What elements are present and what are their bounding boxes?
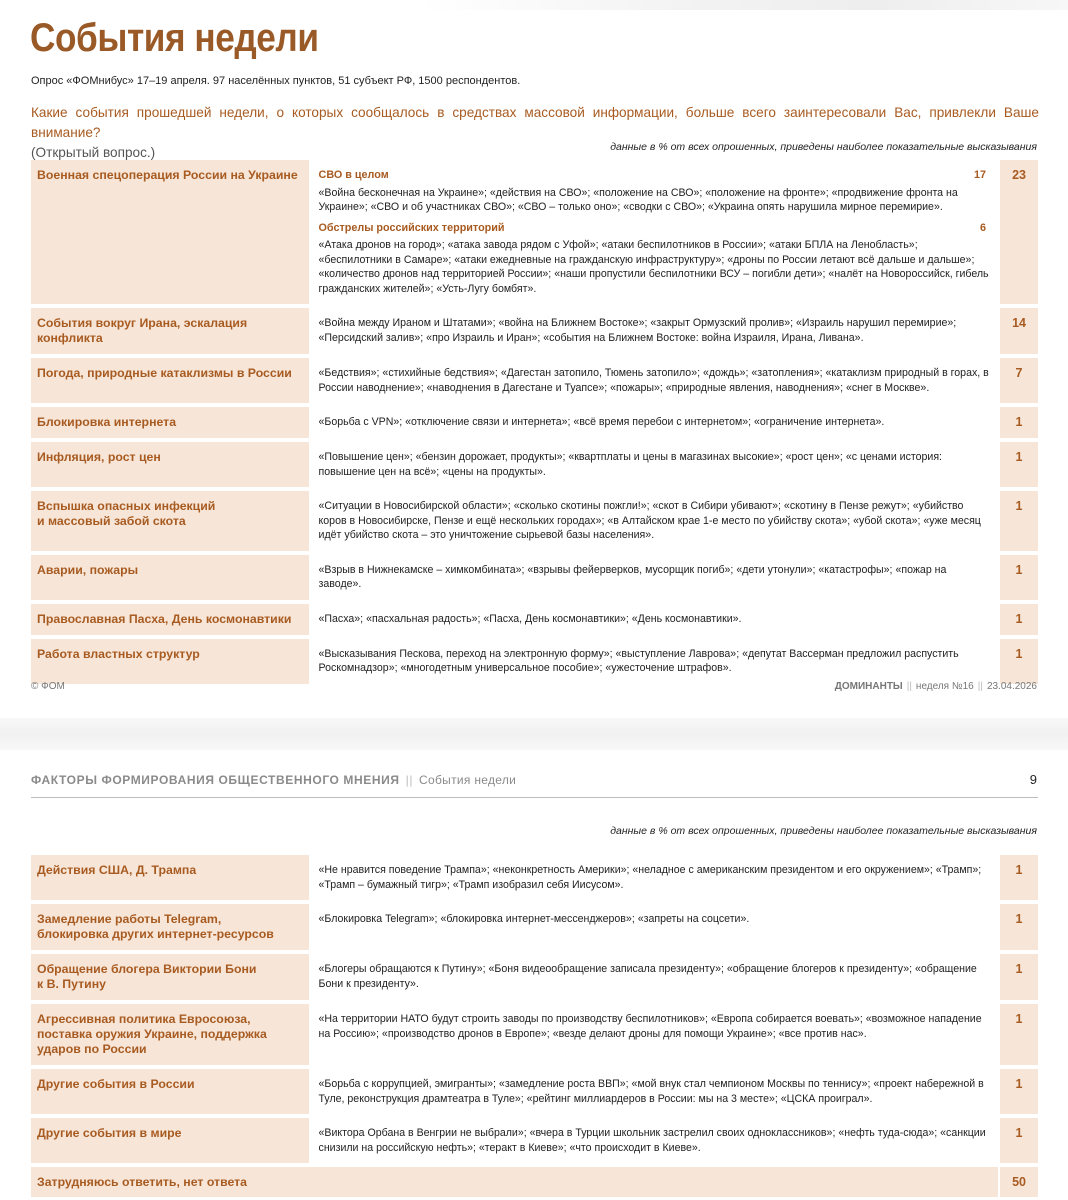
quotes-cell bbox=[311, 160, 999, 304]
quotes-cell: «Блокировка Telegram»; «блокировка интернет-мессенджеров»; «запреты на соцсети». bbox=[311, 904, 999, 950]
table-row bbox=[31, 639, 1038, 684]
category-label: Военная спецоперация России на Украине bbox=[31, 160, 309, 304]
category-label: Действия США, Д. Трампа bbox=[31, 855, 309, 900]
subcategory-title: Обстрелы российских территорий bbox=[318, 221, 505, 234]
quotes-cell: «Повышение цен»; «бензин дорожает, продукты»; «квартплаты и цены в магазинах высокие»; «рост цен»; «с ценами история: повышение цен на всё»; «цены на продукты». bbox=[311, 442, 999, 487]
percent-value: 1 bbox=[1000, 1069, 1038, 1114]
table-row bbox=[31, 904, 1038, 950]
category-label: События вокруг Ирана, эскалация конфликта bbox=[31, 308, 309, 354]
quotes-cell: «Война между Ираном и Штатами»; «война на Ближнем Востоке»; «закрыт Ормузский пролив»; «Израиль нарушил перемирие»; «Персидский залив»; «про Израиль и Иран»; «события на Ближнем Востоке: война Израиля, Ирана, Ливана». bbox=[311, 308, 999, 354]
footer-date: 23.04.2026 bbox=[986, 681, 1037, 692]
table-row bbox=[31, 855, 1038, 900]
section-title: ФАКТОРЫ ФОРМИРОВАНИЯ ОБЩЕСТВЕННОГО МНЕНИЯ bbox=[31, 773, 400, 787]
percent-value: 1 bbox=[1000, 904, 1038, 950]
table-row bbox=[31, 1118, 1038, 1163]
table-row bbox=[31, 160, 1038, 304]
subcategory-heading bbox=[319, 168, 991, 183]
total-value: 50 bbox=[1000, 1167, 1038, 1197]
subcategory-title: СВО в целом bbox=[318, 169, 389, 181]
page-gap bbox=[0, 718, 1068, 750]
table-row bbox=[31, 555, 1038, 600]
percent-value: 1 bbox=[1000, 1004, 1038, 1065]
table-row bbox=[31, 358, 1038, 403]
quotes-cell: «Ситуации в Новосибирской области»; «сколько скотины пожгли!»; «скот в Сибири убивают»; «скотину в Пензе режут»; «убийство коров в Новосибирске, Пензе и ещё нескольких городах»; «в Алтайском крае 1-е место по убийству скота»; «убой скота»; «уже месяц идёт убийство скота – это уничтожение сырьевой базы населения». bbox=[311, 491, 999, 551]
subcategory-quotes: «Война бесконечная на Украине»; «действия на СВО»; «положение на СВО»; «положение на фронте»; «продвижение фронта на Украине»; «СВО и об участниках СВО»; «СВО – только оно»; «сводки с СВО»; «Украина опять нарушила мирное перемирие». bbox=[318, 186, 958, 213]
percent-value: 1 bbox=[1000, 1118, 1038, 1163]
percent-value: 1 bbox=[1000, 491, 1038, 551]
subsection-title: События недели bbox=[419, 773, 517, 787]
survey-info: Опрос «ФОМнибус» 17–19 апреля. 97 населённых пунктов, 51 субъект РФ, 1500 респондентов. bbox=[31, 75, 521, 87]
category-label: Погода, природные катаклизмы в России bbox=[31, 358, 309, 403]
results-table-page2 bbox=[31, 851, 1038, 1200]
page2-header: ФАКТОРЫ ФОРМИРОВАНИЯ ОБЩЕСТВЕННОГО МНЕНИЯ || События недели bbox=[31, 773, 517, 787]
percent-value: 1 bbox=[1000, 855, 1038, 900]
percent-value: 1 bbox=[1000, 555, 1038, 600]
percent-value: 1 bbox=[1000, 407, 1038, 438]
quotes-cell: «Блогеры обращаются к Путину»; «Боня видеообращение записала президенту»; «обращение блогеров к президенту»; «обращение Бони к президенту». bbox=[311, 954, 999, 1000]
total-row bbox=[31, 1167, 1038, 1197]
table-row bbox=[31, 491, 1038, 551]
percent-value: 1 bbox=[1000, 639, 1038, 684]
question-note: (Открытый вопрос.) bbox=[31, 145, 156, 160]
percent-value: 1 bbox=[1000, 442, 1038, 487]
category-label: Аварии, пожары bbox=[31, 555, 309, 600]
percent-value: 1 bbox=[1000, 604, 1038, 635]
quotes-cell: «Борьба с VPN»; «отключение связи и интернета»; «всё время перебои с интернетом»; «ограничение интернета». bbox=[311, 407, 999, 438]
subcategory-quotes: «Атака дронов на город»; «атака завода рядом с Уфой»; «атаки беспилотников в России»; «атаки БПЛА на Ленобласть»; «беспилотники в Самаре»; «атаки ежедневные на гражданскую инфраструктуру»; «дроны по России летают всё дальше и дальше»; «количество дронов над территорией России»; «наши пропустили беспилотники ВСУ – погибли дети»; «налёт на Новороссийск, гибель гражданских жителей»; «Усть-Лугу бомбят». bbox=[318, 239, 989, 295]
footer-week: неделя №16 bbox=[915, 681, 974, 692]
table-row bbox=[31, 442, 1038, 487]
category-label: Инфляция, рост цен bbox=[31, 442, 309, 487]
data-note-page2: данные в % от всех опрошенных, приведены наиболее показательные высказывания bbox=[610, 825, 1037, 837]
quotes-cell: «На территории НАТО будут строить заводы по производству беспилотников»; «Европа собирается воевать»; «возможное нападение на Россию»; «производство дронов в Европе»; «везде делают дроны для помощи Украине»; «все против нас». bbox=[311, 1004, 999, 1065]
results-table-page1 bbox=[31, 156, 1038, 688]
subcategory-block bbox=[319, 221, 991, 297]
subcategory-value: 17 bbox=[974, 169, 987, 181]
category-label: Православная Пасха, День космонавтики bbox=[31, 604, 309, 635]
quotes-cell: «Борьба с коррупцией, эмигранты»; «замедление роста ВВП»; «мой внук стал чемпионом Москвы по теннису»; «проект набережной в Туле, реконструкция драмтеатра в Туле»; «рейтинг миллиардеров в России: мы на 3 месте»; «ЦСКА проиграл». bbox=[311, 1069, 999, 1114]
category-label: Обращение блогера Виктории Бони к В. Путину bbox=[31, 954, 309, 1000]
subcategory-block bbox=[319, 168, 991, 215]
quotes-cell: «Высказывания Пескова, переход на электронную форму»; «выступление Лаврова»; «депутат Вассерман предложил распустить Роскомнадзор»; «многодетным универсальное пособие»; «ужесточение штрафов». bbox=[311, 639, 999, 684]
category-label: Вспышка опасных инфекций и массовый забой скота bbox=[31, 491, 309, 551]
total-label: Затрудняюсь ответить, нет ответа bbox=[31, 1167, 998, 1197]
category-label: Блокировка интернета bbox=[31, 407, 309, 438]
footer-copyright: © ФОМ bbox=[31, 681, 65, 692]
table-row bbox=[31, 604, 1038, 635]
category-label: Другие события в России bbox=[31, 1069, 309, 1114]
quotes-cell: «Виктора Орбана в Венгрии не выбрали»; «вчера в Турции школьник застрелил своих одноклассников»; «нефть туда-сюда»; «санкции снизили на российскую нефть»; «теракт в Киеве»; «что происходит в Киеве». bbox=[311, 1118, 999, 1163]
page-number: 9 bbox=[1029, 772, 1037, 787]
table-row bbox=[31, 1069, 1038, 1114]
table-row bbox=[31, 1004, 1038, 1065]
quotes-cell: «Бедствия»; «стихийные бедствия»; «Дагестан затопило, Тюмень затопило»; «дождь»; «затопления»; «катаклизм природный в горах, в России наводнение»; «наводнения в Дагестане и Туапсе»; «пожары»; «природные явления, наводнения»; «снег в Москве». bbox=[311, 358, 999, 403]
question-text: Какие события прошедшей недели, о которых сообщалось в средствах массовой информации, больше всего заинтересовали Вас, привлекли Ваше внимание? bbox=[31, 105, 1039, 140]
subcategory-value: 6 bbox=[980, 221, 987, 234]
table-row bbox=[31, 954, 1038, 1000]
category-label: Другие события в мире bbox=[31, 1118, 309, 1163]
category-label: Агрессивная политика Евросоюза, поставка оружия Украине, поддержка ударов по России bbox=[31, 1004, 309, 1065]
table-row bbox=[31, 407, 1038, 438]
footer-info: ДОМИНАНТЫ || неделя №16 || 23.04.2026 bbox=[834, 681, 1037, 692]
survey-question bbox=[31, 103, 1039, 163]
page-title: События недели bbox=[30, 16, 319, 60]
percent-value: 7 bbox=[1000, 358, 1038, 403]
data-note: данные в % от всех опрошенных, приведены наиболее показательные высказывания bbox=[610, 141, 1037, 153]
percent-value: 14 bbox=[1000, 308, 1038, 354]
quotes-cell: «Пасха»; «пасхальная радость»; «Пасха, День космонавтики»; «День космонавтики». bbox=[311, 604, 999, 635]
footer-series: ДОМИНАНТЫ bbox=[834, 681, 903, 692]
category-label: Работа властных структур bbox=[31, 639, 309, 684]
percent-value: 1 bbox=[1000, 954, 1038, 1000]
table-row bbox=[31, 308, 1038, 354]
quotes-cell: «Взрыв в Нижнекамске – химкомбината»; «взрывы фейерверков, мусорщик погиб»; «дети утонули»; «катастрофы»; «пожар на заводе». bbox=[311, 555, 999, 600]
category-label: Замедление работы Telegram, блокировка других интернет-ресурсов bbox=[31, 904, 309, 950]
quotes-cell: «Не нравится поведение Трампа»; «неконкретность Америки»; «неладное с американским президентом и его окружением»; «Трамп»; «Трамп – бумажный тигр»; «Трамп изобразил себя Иисусом». bbox=[311, 855, 999, 900]
percent-value: 23 bbox=[1000, 160, 1038, 304]
subcategory-heading bbox=[319, 221, 991, 236]
header-rule bbox=[31, 797, 1038, 798]
top-decoration bbox=[420, 0, 1068, 10]
